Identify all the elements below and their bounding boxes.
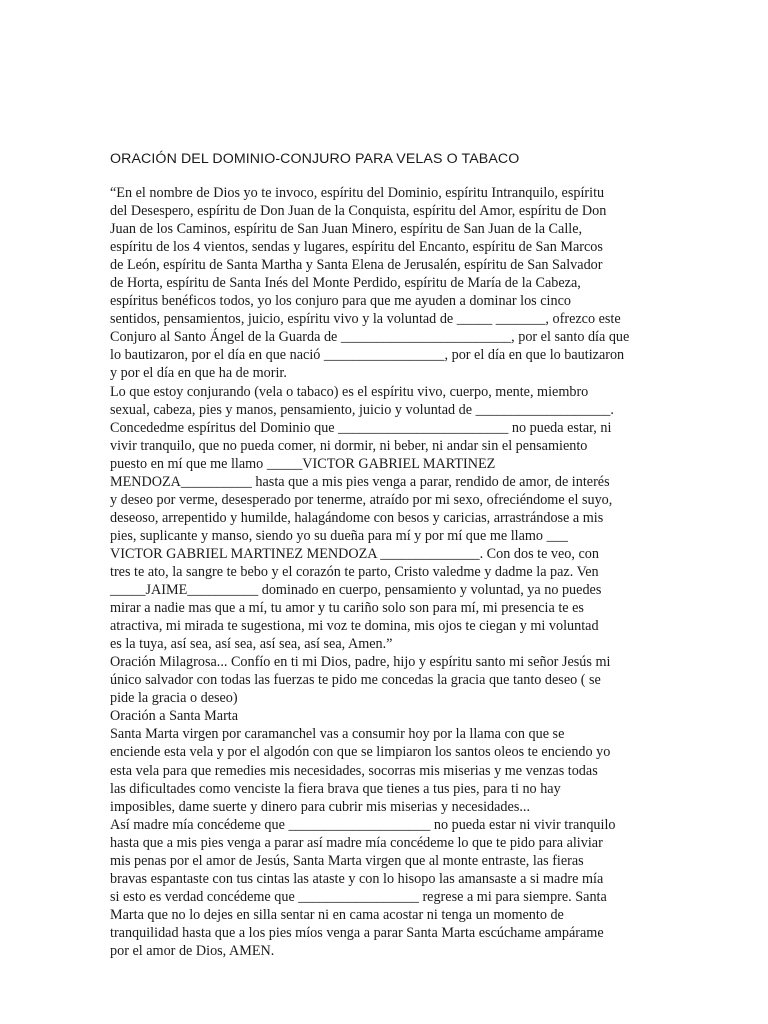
body-line: lo bautizaron, por el día en que nació _________________, por el día en que lo bautizaron xyxy=(110,347,625,364)
body-line: y deseo por verme, desesperado por tenerme, atraído por mi sexo, ofreciéndome el suyo, xyxy=(110,491,613,508)
body-line: Marta que no lo dejes en silla sentar ni en cama acostar ni tenga un momento de xyxy=(110,906,564,923)
body-line: sexual, cabeza, pies y manos, pensamiento, juicio y voluntad de ___________________. xyxy=(110,401,614,418)
body-line: tres te ato, la sangre te bebo y el corazón te parto, Cristo valedme y dadme la paz. Ven xyxy=(110,563,599,580)
body-line: mis penas por el amor de Jesús, Santa Marta virgen que al monte entraste, las fieras xyxy=(110,852,584,869)
body-line: Conjuro al Santo Ángel de la Guarda de ________________________, por el santo día que xyxy=(110,329,630,346)
body-line: VICTOR GABRIEL MARTINEZ MENDOZA ______________. Con dos te veo, con xyxy=(110,545,599,562)
body-line: esta vela para que remedies mis necesidades, socorras mis miserias y me venzas todas xyxy=(110,762,598,779)
body-line: espíritu de los 4 vientos, sendas y lugares, espíritu del Encanto, espíritu de San Marcos xyxy=(110,239,603,256)
body-line: sentidos, pensamientos, juicio, espíritu vivo y la voluntad de _____ _______, ofrezco este xyxy=(110,311,621,328)
document-title: ORACIÓN DEL DOMINIO-CONJURO PARA VELAS O TABACO xyxy=(110,151,520,167)
body-line: Oración Milagrosa... Confío en ti mi Dios, padre, hijo y espíritu santo mi señor Jesús mi xyxy=(110,654,611,671)
body-line: Lo que estoy conjurando (vela o tabaco) es el espíritu vivo, cuerpo, mente, miembro xyxy=(110,383,589,400)
body-line: “En el nombre de Dios yo te invoco, espíritu del Dominio, espíritu Intranquilo, espíritu xyxy=(110,185,605,201)
body-line: de Horta, espíritu de Santa Inés del Monte Perdido, espíritu de María de la Cabeza, xyxy=(110,275,581,292)
body-line: Concededme espíritus del Dominio que ________________________ no pueda estar, ni xyxy=(110,419,612,436)
body-line: puesto en mí que me llamo _____VICTOR GABRIEL MARTINEZ xyxy=(110,455,496,472)
body-line: espíritus benéficos todos, yo los conjuro para que me ayuden a dominar los cinco xyxy=(110,293,571,310)
body-line: _____JAIME__________ dominado en cuerpo, pensamiento y voluntad, ya no puedes xyxy=(110,582,602,599)
body-line: deseoso, arrepentido y humilde, halagándome con besos y caricias, arrastrándose a mis xyxy=(110,509,604,526)
body-line: por el amor de Dios, AMEN. xyxy=(110,942,275,959)
body-line: único salvador con todas las fuerzas te pido me concedas la gracia que tanto deseo ( se xyxy=(110,672,601,689)
document-page xyxy=(110,150,658,960)
body-line: de León, espíritu de Santa Martha y Santa Elena de Jerusalén, espíritu de San Salvador xyxy=(110,257,603,274)
body-line: tranquilidad hasta que a los pies míos venga a parar Santa Marta escúchame ampárame xyxy=(110,924,604,941)
body-line: atractiva, mi mirada te sugestiona, mi voz te domina, mis ojos te ciegan y mi voluntad xyxy=(110,618,599,635)
body-line: si esto es verdad concédeme que _________________ regrese a mi para siempre. Santa xyxy=(110,888,607,905)
body-line: y por el día en que ha de morir. xyxy=(110,365,287,382)
body-line: vivir tranquilo, que no pueda comer, ni dormir, ni beber, ni andar sin el pensamiento xyxy=(110,437,588,454)
body-line: pide la gracia o deseo) xyxy=(110,690,238,707)
body-line: es la tuya, así sea, así sea, así sea, así sea, Amen.” xyxy=(110,636,393,653)
body-line: pies, suplicante y manso, siendo yo su dueña para mí y por mí que me llamo ___ xyxy=(110,527,568,544)
body-line: Juan de los Caminos, espíritu de San Juan Minero, espíritu de San Juan de la Calle, xyxy=(110,221,583,238)
body-line: las dificultades como venciste la fiera brava que tienes a tus pies, para ti no hay xyxy=(110,780,561,797)
body-line: imposibles, dame suerte y dinero para cubrir mis miserias y necesidades... xyxy=(110,798,530,815)
body-line: mirar a nadie mas que a mí, tu amor y tu cariño solo son para mí, mi presencia te es xyxy=(110,600,584,617)
body-line: enciende esta vela y por el algodón con que se limpiaron los santos oleos te enciendo yo xyxy=(110,744,611,761)
body-line: Santa Marta virgen por caramanchel vas a consumir hoy por la llama con que se xyxy=(110,726,565,743)
body-line: bravas espantaste con tus cintas las ataste y con lo hisopo las amansaste a si madre mía xyxy=(110,870,604,887)
body-line: del Desespero, espíritu de Don Juan de la Conquista, espíritu del Amor, espíritu de Don xyxy=(110,203,607,220)
body-line: MENDOZA__________ hasta que a mis pies venga a parar, rendido de amor, de interés xyxy=(110,473,610,490)
document-body xyxy=(110,184,658,960)
body-line: Así madre mía concédeme que ____________________ no pueda estar ni vivir tranquilo xyxy=(110,816,616,833)
body-line: hasta que a mis pies venga a parar así madre mía concédeme lo que te pido para aliviar xyxy=(110,834,603,851)
section-heading: Oración a Santa Marta xyxy=(110,708,239,725)
